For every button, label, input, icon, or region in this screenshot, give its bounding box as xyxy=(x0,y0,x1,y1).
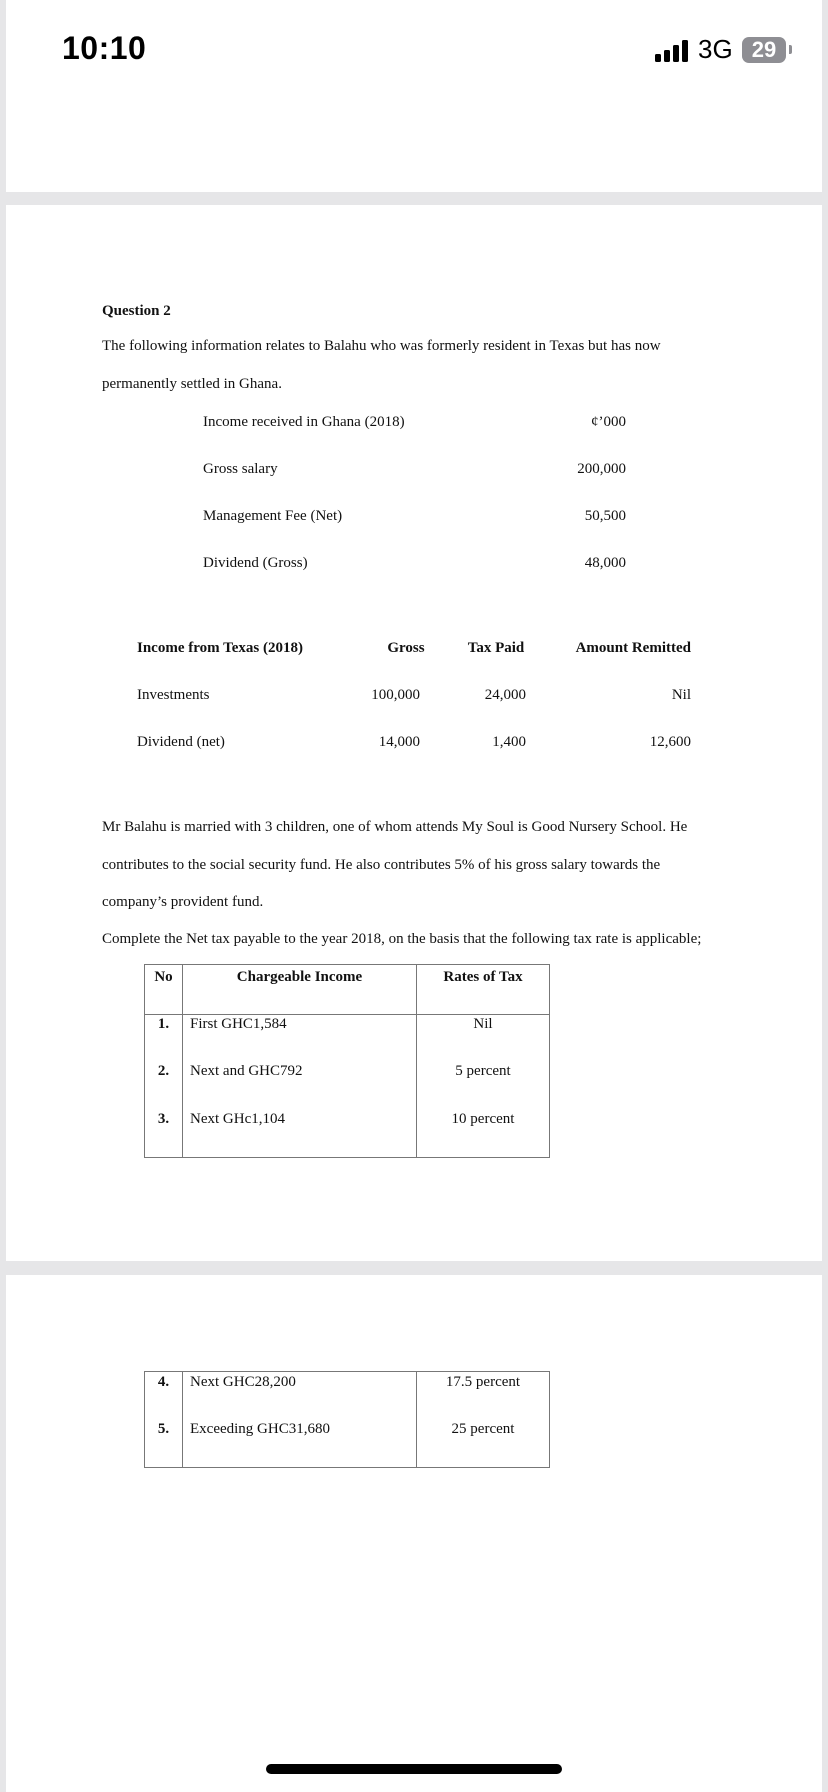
tax-row-no: 3. xyxy=(157,1111,170,1127)
intro-line-1: The following information relates to Balahu who was formerly resident in Texas but has now xyxy=(102,338,661,354)
texas-header-tax-paid: Tax Paid xyxy=(467,640,525,656)
home-indicator[interactable] xyxy=(266,1764,562,1774)
instruction-line: Complete the Net tax payable to the year 2018, on the basis that the following tax rate is applicable; xyxy=(102,931,702,947)
ghana-row-value: 48,000 xyxy=(584,555,626,571)
details-line-1: Mr Balahu is married with 3 children, one of whom attends My Soul is Good Nursery School. He xyxy=(102,819,688,835)
tax-row-income: Exceeding GHC31,680 xyxy=(190,1421,330,1437)
ghana-row-value: 50,500 xyxy=(584,508,626,524)
ghana-income-header: Income received in Ghana (2018) xyxy=(203,414,405,430)
tax-row-no: 1. xyxy=(157,1016,170,1032)
status-time: 10:10 xyxy=(62,30,147,66)
tax-row-rate: 10 percent xyxy=(451,1111,515,1127)
ghana-row-value: 200,000 xyxy=(577,461,626,477)
tax-row-income: Next GHC28,200 xyxy=(190,1374,296,1390)
texas-row-tax-paid: 24,000 xyxy=(484,687,526,703)
tax-row-rate: 25 percent xyxy=(451,1421,515,1437)
texas-header-label: Income from Texas (2018) xyxy=(137,640,303,656)
tax-header-income: Chargeable Income xyxy=(236,969,363,985)
tax-row-rate: 5 percent xyxy=(455,1063,511,1079)
texas-row-remitted: Nil xyxy=(671,687,691,703)
document-page-2 xyxy=(6,1275,822,1792)
details-line-3: company’s provident fund. xyxy=(102,894,264,910)
battery-tip xyxy=(789,45,792,54)
battery-icon: 29 xyxy=(742,37,786,63)
network-type: 3G xyxy=(698,34,733,64)
ghana-income-unit: ¢’000 xyxy=(591,414,626,430)
ghana-row-label: Gross salary xyxy=(203,461,278,477)
status-bar xyxy=(6,0,822,192)
details-line-2: contributes to the social security fund. He also contributes 5% of his gross salary towards the xyxy=(102,857,661,873)
intro-line-2: permanently settled in Ghana. xyxy=(102,376,282,392)
tax-row-no: 5. xyxy=(157,1421,170,1437)
tax-row-no: 4. xyxy=(157,1374,170,1390)
tax-header-rate: Rates of Tax xyxy=(443,969,523,985)
texas-header-gross: Gross xyxy=(387,640,425,656)
tax-header-no: No xyxy=(154,969,173,985)
ghana-row-label: Dividend (Gross) xyxy=(203,555,308,571)
tax-row-income: Next and GHC792 xyxy=(190,1063,303,1079)
texas-row-remitted: 12,600 xyxy=(649,734,691,750)
tax-row-income: Next GHc1,104 xyxy=(190,1111,285,1127)
tax-row-rate: 17.5 percent xyxy=(445,1374,521,1390)
question-heading: Question 2 xyxy=(102,303,171,319)
tax-row-income: First GHC1,584 xyxy=(190,1016,287,1032)
document-page-1 xyxy=(6,205,822,1261)
texas-header-remitted: Amount Remitted xyxy=(575,640,691,656)
texas-row-tax-paid: 1,400 xyxy=(492,734,526,750)
ghana-row-label: Management Fee (Net) xyxy=(203,508,343,524)
texas-row-label: Investments xyxy=(137,687,210,703)
texas-row-label: Dividend (net) xyxy=(137,734,225,750)
texas-row-gross: 100,000 xyxy=(371,687,420,703)
signal-icon xyxy=(655,38,691,62)
tax-row-no: 2. xyxy=(157,1063,170,1079)
texas-row-gross: 14,000 xyxy=(378,734,420,750)
tax-row-rate: Nil xyxy=(473,1016,493,1032)
